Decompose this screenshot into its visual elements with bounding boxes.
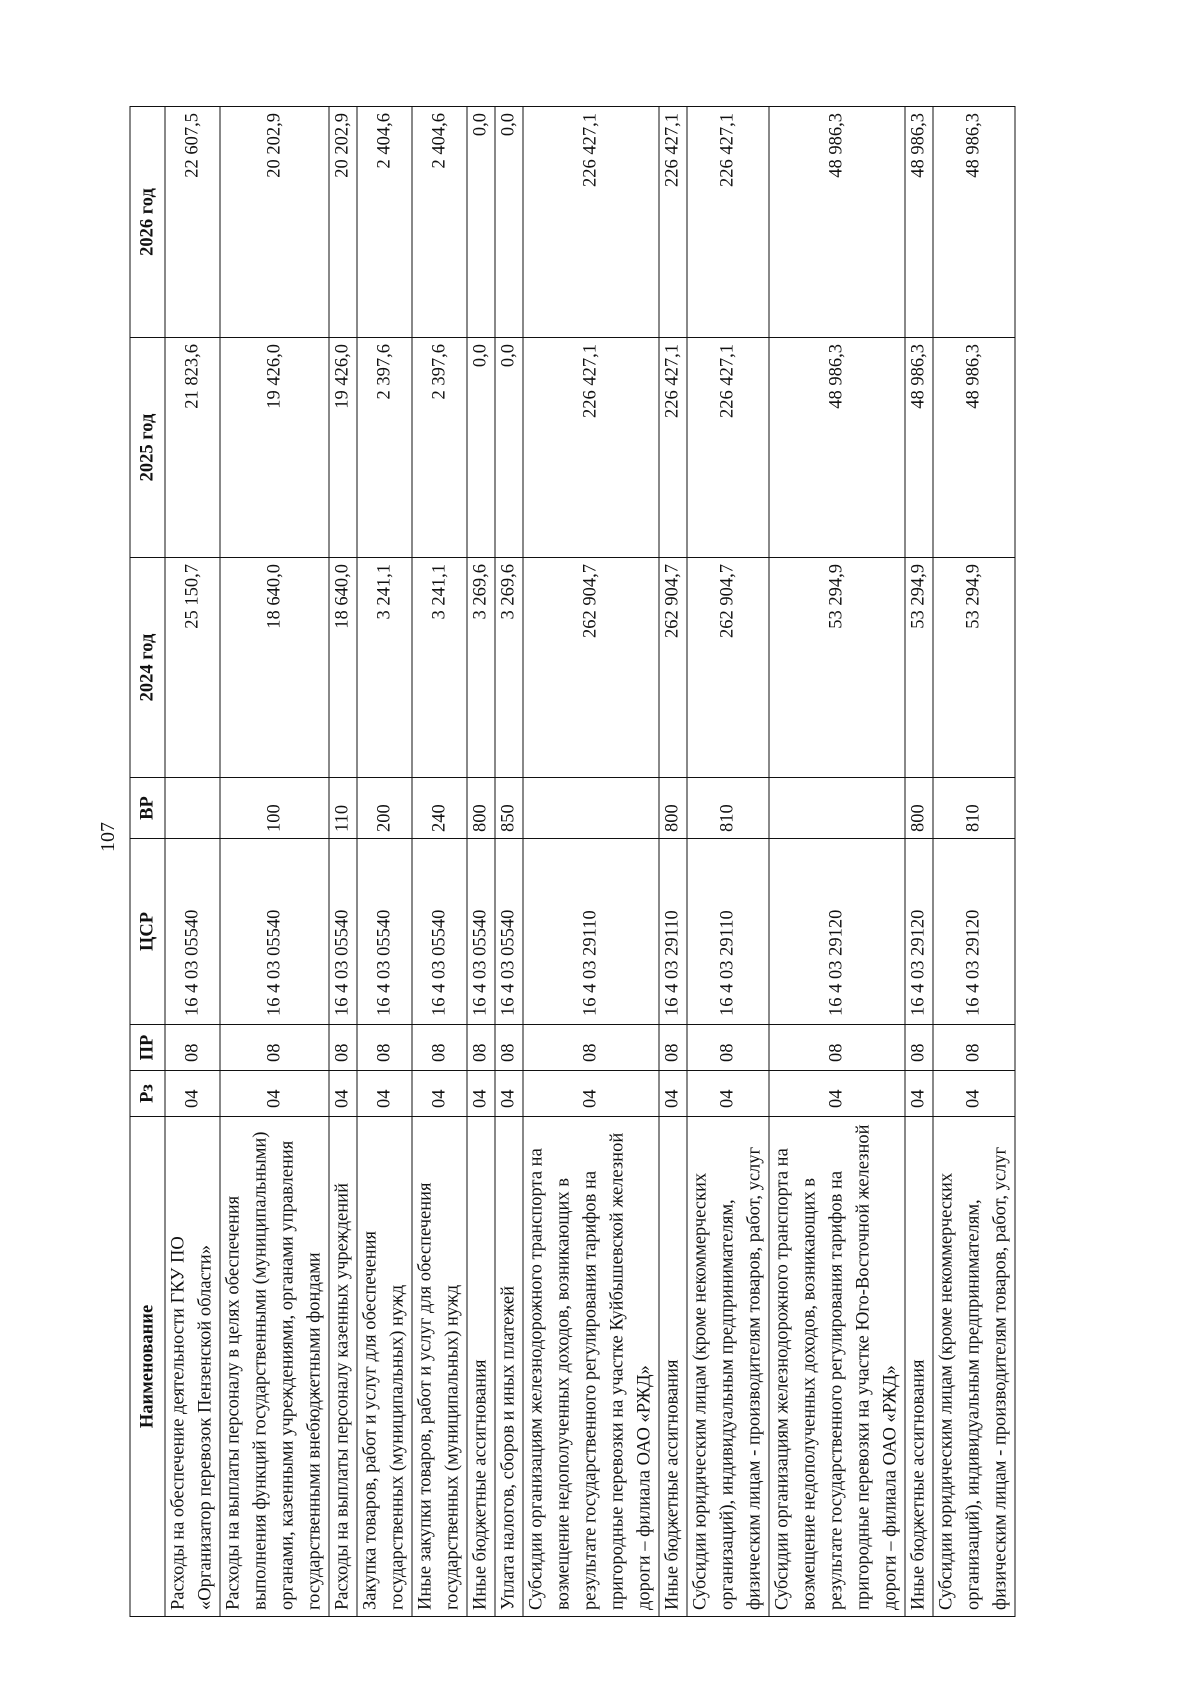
cell-2026: 0,0 bbox=[495, 107, 523, 338]
cell-2024: 18 640,0 bbox=[220, 558, 329, 778]
cell-rz: 04 bbox=[467, 1071, 495, 1117]
cell-rz: 04 bbox=[412, 1071, 467, 1117]
table-row bbox=[769, 107, 905, 1617]
cell-rz: 04 bbox=[329, 1071, 357, 1117]
table-header-row bbox=[130, 107, 165, 1617]
cell-csr: 16 4 03 29110 bbox=[523, 839, 659, 1025]
cell-pr: 08 bbox=[412, 1025, 467, 1071]
table-row bbox=[412, 107, 467, 1617]
cell-rz: 04 bbox=[659, 1071, 687, 1117]
cell-vr bbox=[165, 778, 220, 839]
col-header-2024: 2024 год bbox=[130, 558, 165, 778]
cell-2025: 21 823,6 bbox=[165, 338, 220, 558]
table-row bbox=[495, 107, 523, 1617]
cell-pr: 08 bbox=[769, 1025, 905, 1071]
cell-name: Иные бюджетные ассигнования bbox=[659, 1117, 687, 1617]
cell-name: Иные закупки товаров, работ и услуг для обеспечения государственных (муниципальных) нужд bbox=[412, 1117, 467, 1617]
col-header-2026: 2026 год bbox=[130, 107, 165, 338]
cell-rz: 04 bbox=[905, 1071, 933, 1117]
cell-csr: 16 4 03 05540 bbox=[329, 839, 357, 1025]
table-row bbox=[220, 107, 329, 1617]
cell-2026: 226 427,1 bbox=[659, 107, 687, 338]
cell-vr: 850 bbox=[495, 778, 523, 839]
cell-2025: 226 427,1 bbox=[659, 338, 687, 558]
cell-2024: 262 904,7 bbox=[523, 558, 659, 778]
cell-csr: 16 4 03 29110 bbox=[659, 839, 687, 1025]
cell-name: Закупка товаров, работ и услуг для обеспечения государственных (муниципальных) нужд bbox=[357, 1117, 412, 1617]
cell-name: Субсидии юридическим лицам (кроме некоммерческих организаций), индивидуальным предпринимателям, физическим лицам - производителям товаров, работ, услуг bbox=[687, 1117, 769, 1617]
cell-rz: 04 bbox=[357, 1071, 412, 1117]
cell-pr: 08 bbox=[357, 1025, 412, 1071]
cell-rz: 04 bbox=[495, 1071, 523, 1117]
cell-csr: 16 4 03 29120 bbox=[769, 839, 905, 1025]
cell-2024: 262 904,7 bbox=[659, 558, 687, 778]
cell-2025: 19 426,0 bbox=[329, 338, 357, 558]
cell-2025: 0,0 bbox=[467, 338, 495, 558]
cell-vr: 800 bbox=[659, 778, 687, 839]
page-number: 107 bbox=[97, 822, 119, 852]
cell-pr: 08 bbox=[495, 1025, 523, 1071]
col-header-pr: ПР bbox=[130, 1025, 165, 1071]
cell-2024: 3 269,6 bbox=[495, 558, 523, 778]
cell-pr: 08 bbox=[659, 1025, 687, 1071]
cell-rz: 04 bbox=[220, 1071, 329, 1117]
cell-name: Расходы на обеспечение деятельности ГКУ ПО «Организатор перевозок Пензенской области» bbox=[165, 1117, 220, 1617]
cell-2024: 53 294,9 bbox=[905, 558, 933, 778]
table-row bbox=[165, 107, 220, 1617]
cell-name: Уплата налогов, сборов и иных платежей bbox=[495, 1117, 523, 1617]
budget-table bbox=[130, 106, 1016, 1617]
cell-2024: 25 150,7 bbox=[165, 558, 220, 778]
cell-name: Субсидии организациям железнодорожного транспорта на возмещение недополученных доходов, возникающих в результате государственного регулирования тарифов на пригородные перевозки на участке Куйбышевской железной дороги – филиала ОАО «РЖД» bbox=[523, 1117, 659, 1617]
col-header-name: Наименование bbox=[130, 1117, 165, 1617]
cell-csr: 16 4 03 05540 bbox=[220, 839, 329, 1025]
cell-2025: 2 397,6 bbox=[412, 338, 467, 558]
cell-vr: 810 bbox=[933, 778, 1015, 839]
cell-pr: 08 bbox=[220, 1025, 329, 1071]
cell-2024: 53 294,9 bbox=[933, 558, 1015, 778]
cell-2026: 2 404,6 bbox=[357, 107, 412, 338]
cell-pr: 08 bbox=[165, 1025, 220, 1071]
cell-2026: 226 427,1 bbox=[523, 107, 659, 338]
cell-2026: 48 986,3 bbox=[905, 107, 933, 338]
cell-name: Субсидии организациям железнодорожного транспорта на возмещение недополученных доходов, возникающих в результате государственного регулирования тарифов на пригородные перевозки на участке Юго-Восточной железной дороги – филиала ОАО «РЖД» bbox=[769, 1117, 905, 1617]
cell-pr: 08 bbox=[905, 1025, 933, 1071]
cell-2025: 19 426,0 bbox=[220, 338, 329, 558]
cell-2025: 226 427,1 bbox=[687, 338, 769, 558]
cell-pr: 08 bbox=[523, 1025, 659, 1071]
cell-vr bbox=[769, 778, 905, 839]
cell-2026: 48 986,3 bbox=[933, 107, 1015, 338]
col-header-csr: ЦСР bbox=[130, 839, 165, 1025]
cell-csr: 16 4 03 05540 bbox=[467, 839, 495, 1025]
cell-name: Расходы на выплаты персоналу в целях обеспечения выполнения функций государственными (муниципальными) органами, казенными учреждениями, органами управления государственными внебюджетными фондами bbox=[220, 1117, 329, 1617]
table-row bbox=[467, 107, 495, 1617]
cell-2025: 2 397,6 bbox=[357, 338, 412, 558]
cell-2025: 226 427,1 bbox=[523, 338, 659, 558]
table-row bbox=[329, 107, 357, 1617]
cell-csr: 16 4 03 05540 bbox=[357, 839, 412, 1025]
rotated-table-wrapper bbox=[130, 107, 1075, 1617]
cell-name: Иные бюджетные ассигнования bbox=[905, 1117, 933, 1617]
cell-csr: 16 4 03 05540 bbox=[495, 839, 523, 1025]
cell-2024: 262 904,7 bbox=[687, 558, 769, 778]
cell-2025: 48 986,3 bbox=[933, 338, 1015, 558]
cell-pr: 08 bbox=[933, 1025, 1015, 1071]
cell-pr: 08 bbox=[329, 1025, 357, 1071]
cell-vr: 800 bbox=[905, 778, 933, 839]
cell-vr: 240 bbox=[412, 778, 467, 839]
cell-2026: 2 404,6 bbox=[412, 107, 467, 338]
cell-vr bbox=[523, 778, 659, 839]
cell-csr: 16 4 03 05540 bbox=[412, 839, 467, 1025]
col-header-2025: 2025 год bbox=[130, 338, 165, 558]
cell-2024: 3 269,6 bbox=[467, 558, 495, 778]
cell-rz: 04 bbox=[523, 1071, 659, 1117]
cell-2026: 48 986,3 bbox=[769, 107, 905, 338]
cell-rz: 04 bbox=[933, 1071, 1015, 1117]
table-row bbox=[905, 107, 933, 1617]
cell-name: Субсидии юридическим лицам (кроме некоммерческих организаций), индивидуальным предпринимателям, физическим лицам - производителям товаров, работ, услуг bbox=[933, 1117, 1015, 1617]
cell-2026: 20 202,9 bbox=[329, 107, 357, 338]
cell-pr: 08 bbox=[687, 1025, 769, 1071]
cell-pr: 08 bbox=[467, 1025, 495, 1071]
cell-vr: 810 bbox=[687, 778, 769, 839]
cell-2025: 48 986,3 bbox=[905, 338, 933, 558]
table-row bbox=[687, 107, 769, 1617]
cell-rz: 04 bbox=[165, 1071, 220, 1117]
cell-2024: 3 241,1 bbox=[412, 558, 467, 778]
cell-2026: 20 202,9 bbox=[220, 107, 329, 338]
cell-csr: 16 4 03 29120 bbox=[933, 839, 1015, 1025]
col-header-vr: ВР bbox=[130, 778, 165, 839]
cell-name: Иные бюджетные ассигнования bbox=[467, 1117, 495, 1617]
cell-vr: 800 bbox=[467, 778, 495, 839]
cell-rz: 04 bbox=[687, 1071, 769, 1117]
cell-csr: 16 4 03 29110 bbox=[687, 839, 769, 1025]
cell-csr: 16 4 03 05540 bbox=[165, 839, 220, 1025]
cell-2026: 0,0 bbox=[467, 107, 495, 338]
cell-vr: 110 bbox=[329, 778, 357, 839]
cell-2025: 48 986,3 bbox=[769, 338, 905, 558]
cell-name: Расходы на выплаты персоналу казенных учреждений bbox=[329, 1117, 357, 1617]
cell-2026: 226 427,1 bbox=[687, 107, 769, 338]
cell-vr: 200 bbox=[357, 778, 412, 839]
table-row bbox=[357, 107, 412, 1617]
cell-vr: 100 bbox=[220, 778, 329, 839]
cell-2026: 22 607,5 bbox=[165, 107, 220, 338]
cell-csr: 16 4 03 29120 bbox=[905, 839, 933, 1025]
col-header-rz: Рз bbox=[130, 1071, 165, 1117]
table-row bbox=[523, 107, 659, 1617]
cell-2025: 0,0 bbox=[495, 338, 523, 558]
cell-2024: 18 640,0 bbox=[329, 558, 357, 778]
cell-2024: 3 241,1 bbox=[357, 558, 412, 778]
table-row bbox=[659, 107, 687, 1617]
cell-2024: 53 294,9 bbox=[769, 558, 905, 778]
cell-rz: 04 bbox=[769, 1071, 905, 1117]
table-row bbox=[933, 107, 1015, 1617]
